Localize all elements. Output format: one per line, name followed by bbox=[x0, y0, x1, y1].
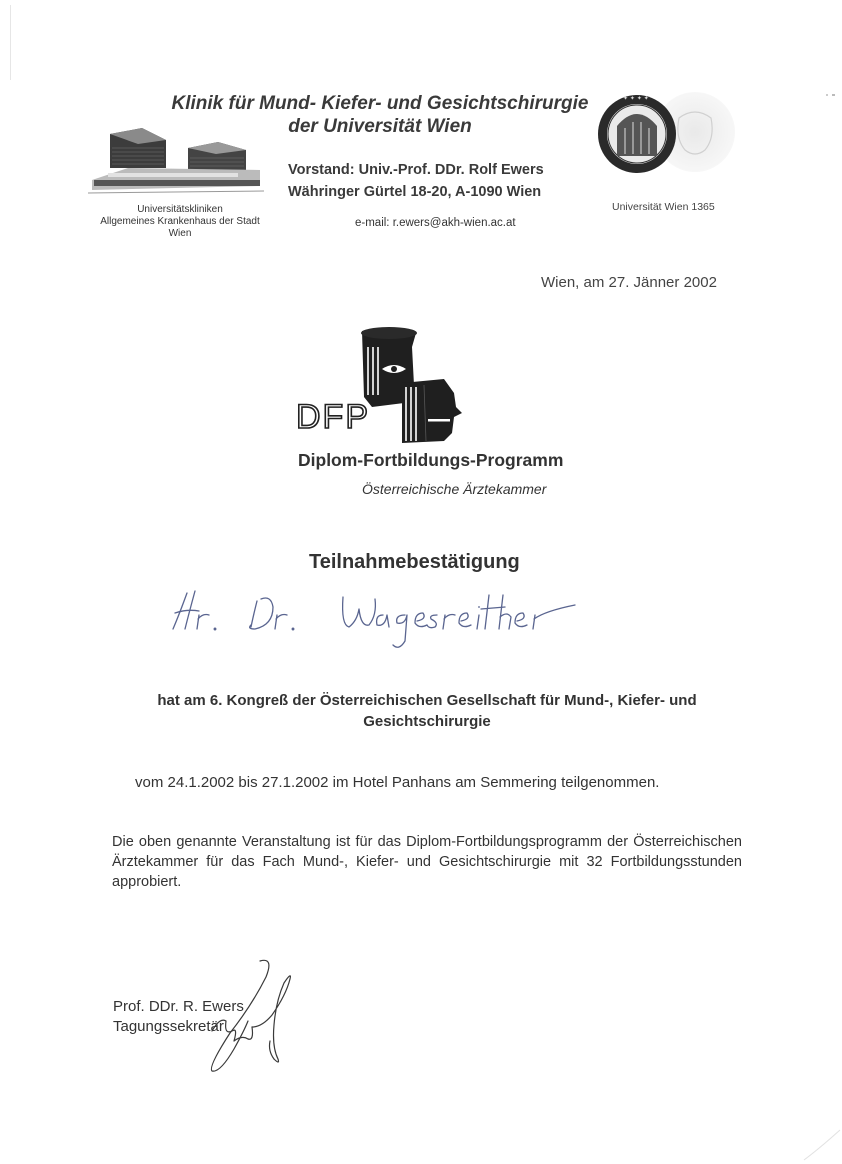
congress-line2: Gesichtschirurgie bbox=[363, 713, 491, 730]
date-line: Wien, am 27. Jänner 2002 bbox=[541, 274, 717, 291]
clinic-head-address bbox=[288, 159, 578, 203]
congress-line1: hat am 6. Kongreß der Österreichischen Gesellschaft für Mund-, Kiefer- und bbox=[157, 692, 697, 709]
address-line: Währinger Gürtel 18-20, A-1090 Wien bbox=[288, 184, 542, 200]
scan-edge bbox=[10, 5, 11, 80]
university-seal-icon bbox=[597, 88, 737, 183]
vorstand-line: Vorstand: Univ.-Prof. DDr. Rolf Ewers bbox=[288, 162, 544, 178]
building-caption-line1: Universitätskliniken bbox=[137, 204, 223, 215]
dfp-organization: Österreichische Ärztekammer bbox=[362, 481, 547, 497]
building-caption-line3: Wien bbox=[168, 228, 192, 239]
approval-paragraph: Die oben genannte Veranstaltung ist für das Diplom-Fortbildungsprogramm der Österreichischen Ärztekammer für das Fach Mund-, Kiefer- und Gesichtschirurgie mit 32 Fortbildungsstunden approbiert. bbox=[112, 834, 742, 890]
document-title: Teilnahmebestätigung bbox=[309, 551, 520, 573]
seal-caption: Universität Wien 1365 bbox=[612, 201, 715, 213]
recipient-handwriting bbox=[165, 585, 585, 655]
signer-name: Prof. DDr. R. Ewers bbox=[113, 998, 244, 1015]
dfp-letters: DFP bbox=[296, 398, 370, 436]
scan-fold-mark bbox=[800, 1120, 842, 1164]
scan-speck bbox=[826, 94, 838, 97]
dfp-program-name: Diplom-Fortbildungs-Programm bbox=[298, 450, 564, 470]
handwritten-signature bbox=[190, 955, 305, 1080]
signer-role: Tagungssekretär bbox=[113, 1018, 224, 1035]
email-line: e-mail: r.ewers@akh-wien.ac.at bbox=[355, 217, 516, 229]
building-caption-line2: Allgemeines Krankenhaus der Stadt bbox=[100, 216, 260, 227]
clinic-title-line1: Klinik für Mund- Kiefer- und Gesichtschirurgie bbox=[171, 93, 589, 114]
clinic-title-line2: der Universität Wien bbox=[288, 116, 472, 137]
svg-text:✦ ✦ ✦ ✦: ✦ ✦ ✦ ✦ bbox=[623, 95, 649, 102]
congress-statement bbox=[112, 690, 742, 732]
event-dates-location: vom 24.1.2002 bis 27.1.2002 im Hotel Panhans am Semmering teilgenommen. bbox=[135, 774, 660, 791]
hospital-building-icon bbox=[88, 118, 264, 198]
building-caption bbox=[80, 204, 280, 240]
